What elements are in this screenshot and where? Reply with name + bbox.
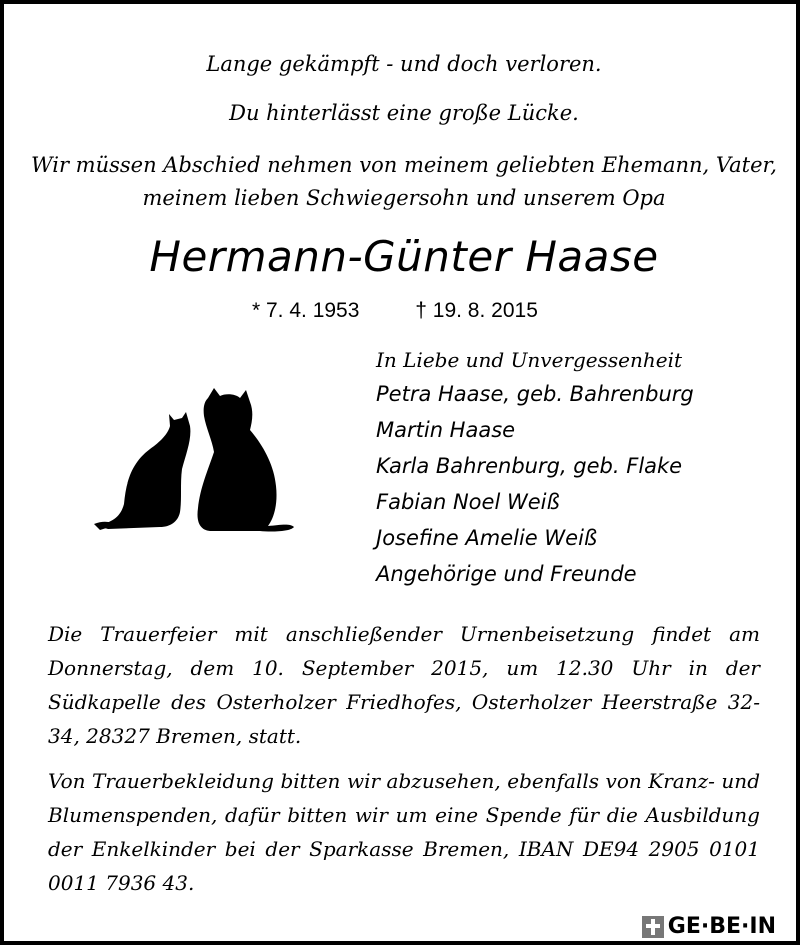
mourners-list: [376, 348, 694, 592]
farewell-line-1: Wir müssen Abschied nehmen von meinem geliebten Ehemann, Vater,: [31, 153, 777, 177]
gebein-logo: [642, 914, 776, 939]
logo-text: GE·BE·IN: [667, 914, 776, 939]
opening-line: Lange gekämpft - und doch verloren.: [206, 52, 602, 76]
farewell-line-2: meinem lieben Schwiegersohn und unserem Opa: [142, 186, 666, 210]
mourner-name: Martin Haase: [376, 418, 516, 442]
mourner-name: Petra Haase, geb. Bahrenburg: [376, 382, 694, 406]
farewell-text: [4, 149, 800, 215]
donation-request: Von Trauerbekleidung bitten wir abzusehen, ebenfalls von Kranz- und Blumenspenden, dafür bitten wir um eine Spende für die Ausbildung der Enkelkinder bei der Sparkasse Bremen, IBAN DE94 2905 0101 0011 7936 43.: [48, 769, 760, 895]
mourner-name: Angehörige und Freunde: [376, 562, 637, 586]
mourners-intro: In Liebe und Unvergessenheit: [376, 348, 683, 372]
mourner-name: Josefine Amelie Weiß: [376, 526, 598, 550]
second-line: Du hinterlässt eine große Lücke.: [229, 101, 579, 125]
two-cats-silhouette-icon: [90, 384, 300, 534]
life-dates: [252, 299, 538, 323]
funeral-details: Die Trauerfeier mit anschließender Urnenbeisetzung findet am Donnerstag, dem 10. September 2015, um 12.30 Uhr in der Südkapelle des Osterholzer Friedhofes, Osterholzer Heerstraße 32-34, 28327 Bremen, statt.: [48, 622, 760, 748]
cross-logo-icon: [642, 916, 664, 938]
deceased-name: Hermann-Günter Haase: [149, 232, 659, 281]
mourner-name: Karla Bahrenburg, geb. Flake: [376, 454, 683, 478]
birth-date: * 7. 4. 1953: [252, 299, 360, 322]
mourner-name: Fabian Noel Weiß: [376, 490, 560, 514]
death-date: † 19. 8. 2015: [415, 299, 538, 322]
